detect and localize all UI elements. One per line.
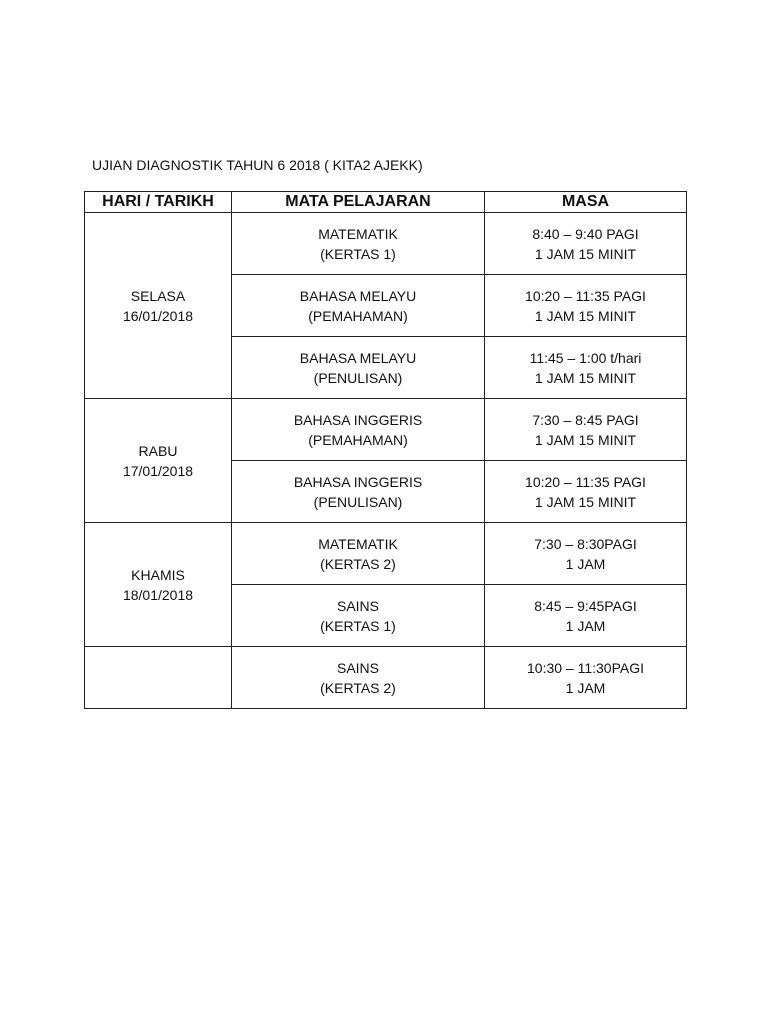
- subject-name: MATEMATIK: [318, 225, 398, 242]
- header-day-date: HARI / TARIKH: [85, 192, 232, 213]
- time-range: 8:40 – 9:40 PAGI: [532, 225, 639, 242]
- time-range: 11:45 – 1:00 t/hari: [529, 349, 642, 366]
- day-date: 18/01/2018: [122, 586, 194, 603]
- subject-name: MATEMATIK: [318, 535, 398, 552]
- subject-paper: (PENULISAN): [313, 493, 403, 510]
- document-title: UJIAN DIAGNOSTIK TAHUN 6 2018 ( KITA2 AJEKK): [92, 157, 423, 173]
- time-cell: [485, 461, 687, 523]
- time-duration: 1 JAM: [565, 679, 606, 696]
- day-cell-khamis: [85, 523, 232, 647]
- header-row: [85, 192, 687, 213]
- subject-cell: [232, 275, 485, 337]
- subject-name: SAINS: [336, 597, 379, 614]
- day-name: KHAMIS: [131, 566, 185, 583]
- time-duration: 1 JAM: [565, 617, 606, 634]
- time-cell: [485, 585, 687, 647]
- subject-name: SAINS: [336, 659, 379, 676]
- subject-paper: (PEMAHAMAN): [308, 431, 408, 448]
- subject-name: BAHASA INGGERIS: [293, 473, 423, 490]
- time-cell: [485, 337, 687, 399]
- time-duration: 1 JAM 15 MINIT: [534, 493, 637, 510]
- table-row: [85, 523, 687, 585]
- day-date: 17/01/2018: [122, 462, 194, 479]
- subject-paper: (PENULISAN): [313, 369, 403, 386]
- subject-cell: [232, 337, 485, 399]
- subject-cell: [232, 647, 485, 709]
- time-cell: [485, 213, 687, 275]
- exam-schedule-table: [84, 191, 687, 709]
- subject-paper: (KERTAS 1): [320, 245, 396, 262]
- subject-cell: [232, 399, 485, 461]
- time-range: 10:30 – 11:30PAGI: [526, 659, 644, 676]
- time-cell: [485, 399, 687, 461]
- time-range: 7:30 – 8:45 PAGI: [532, 411, 639, 428]
- subject-paper: (KERTAS 1): [320, 617, 396, 634]
- subject-paper: (KERTAS 2): [320, 555, 396, 572]
- day-cell-rabu: [85, 399, 232, 523]
- time-range: 7:30 – 8:30PAGI: [534, 535, 637, 552]
- table-row: [85, 213, 687, 275]
- subject-cell: [232, 213, 485, 275]
- day-name: SELASA: [130, 287, 186, 304]
- time-range: 10:20 – 11:35 PAGI: [525, 473, 646, 490]
- table-row: [85, 399, 687, 461]
- time-duration: 1 JAM: [565, 555, 606, 572]
- subject-name: BAHASA MELAYU: [299, 349, 417, 366]
- day-cell-empty: [85, 647, 232, 709]
- subject-name: BAHASA INGGERIS: [293, 411, 423, 428]
- day-cell-selasa: [85, 213, 232, 399]
- time-cell: [485, 647, 687, 709]
- table-row: [85, 647, 687, 709]
- time-range: 10:20 – 11:35 PAGI: [525, 287, 646, 304]
- header-time: MASA: [485, 192, 687, 213]
- day-date: 16/01/2018: [122, 307, 194, 324]
- subject-cell: [232, 585, 485, 647]
- subject-name: BAHASA MELAYU: [299, 287, 417, 304]
- subject-cell: [232, 523, 485, 585]
- subject-paper: (PEMAHAMAN): [308, 307, 408, 324]
- time-range: 8:45 – 9:45PAGI: [534, 597, 637, 614]
- time-cell: [485, 275, 687, 337]
- subject-paper: (KERTAS 2): [320, 679, 396, 696]
- time-duration: 1 JAM 15 MINIT: [534, 245, 637, 262]
- day-name: RABU: [138, 442, 178, 459]
- subject-cell: [232, 461, 485, 523]
- time-cell: [485, 523, 687, 585]
- time-duration: 1 JAM 15 MINIT: [534, 369, 637, 386]
- time-duration: 1 JAM 15 MINIT: [534, 431, 637, 448]
- header-subject: MATA PELAJARAN: [232, 192, 485, 213]
- time-duration: 1 JAM 15 MINIT: [534, 307, 637, 324]
